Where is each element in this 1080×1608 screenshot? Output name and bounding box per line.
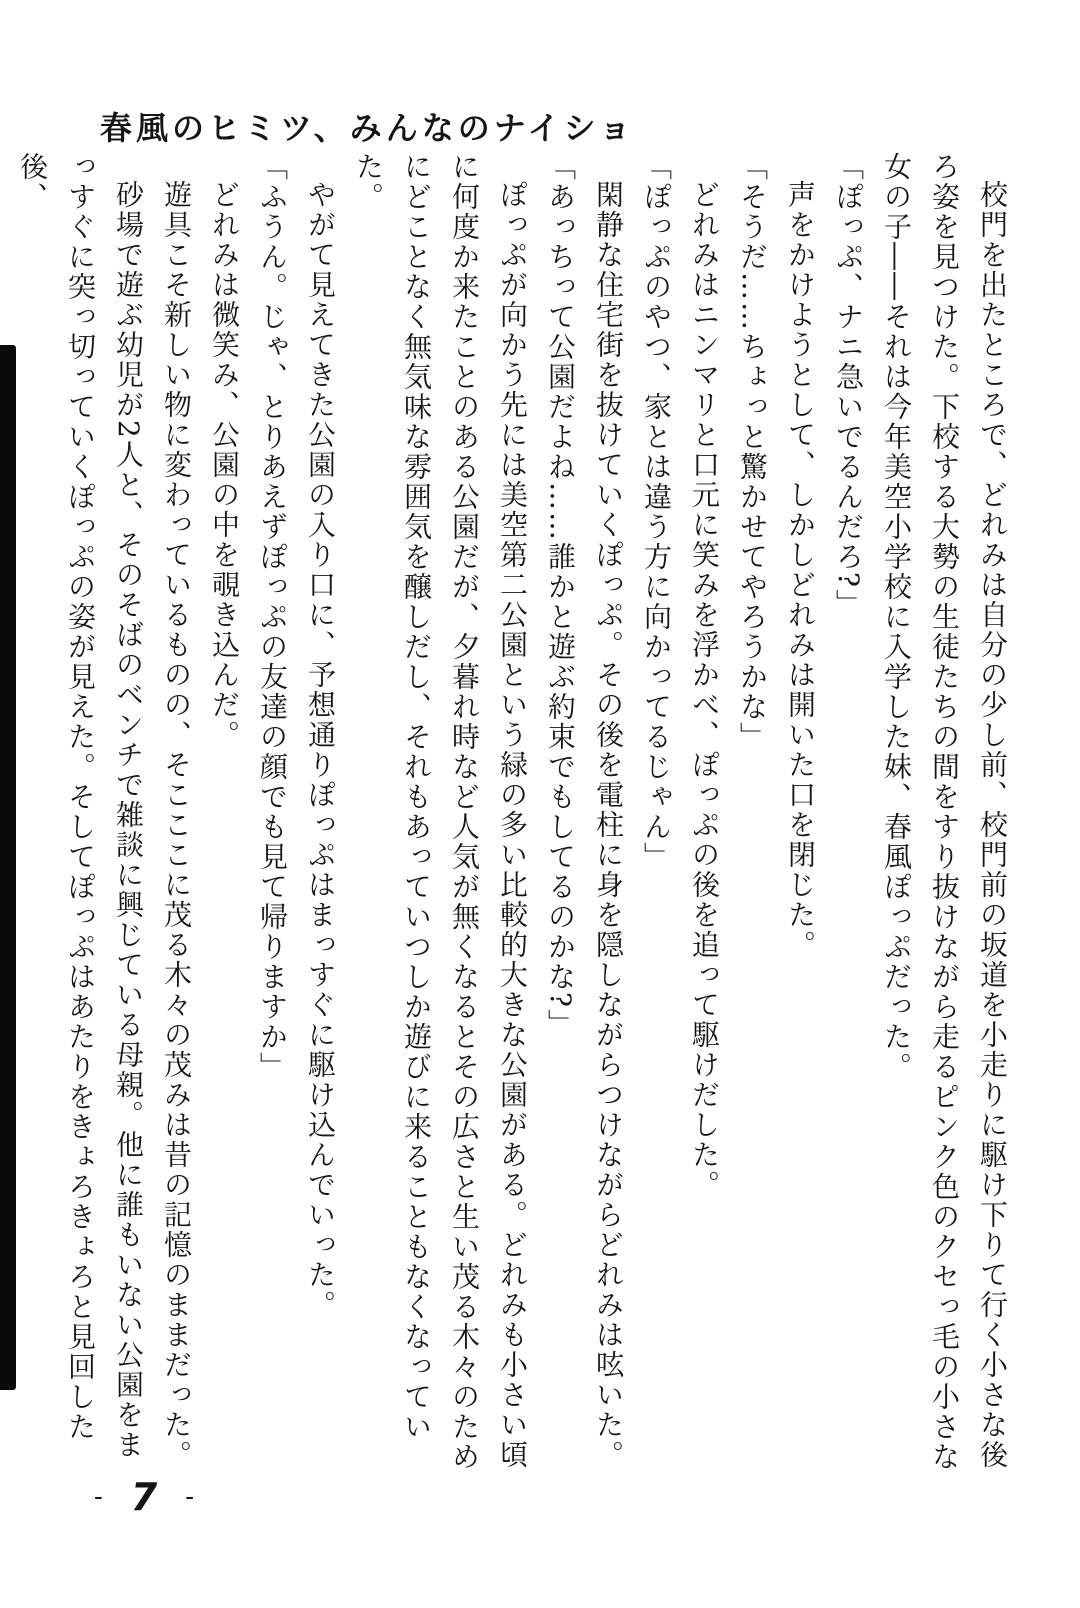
paragraph: 砂場で遊ぶ幼児が2人と、そのそばのベンチで雑談に興じている母親。他に誰もいない公園をまっすぐに突っ切っていくぽっぷの姿が見えた。そしてぽっぷはあたりをきょろきょろと見回した後、 <box>16 152 145 1460</box>
page-number <box>94 1475 194 1519</box>
page-number-value: 7 <box>130 1475 158 1519</box>
paragraph: どれみはニンマリと口元に笑みを浮かべ、ぽっぷの後を追って駆けだした。 <box>688 180 721 1200</box>
page-number-prefix-dash: - <box>94 1482 103 1512</box>
paragraph: ぽっぷが向かう先には美空第二公園という緑の多い比較的大きな公園がある。どれみも小さい頃に何度か来たことのある公園だが、夕暮れ時など人気が無くなるとその広さと生い茂る木々のためにどことなく無気味な雰囲気を醸しだし、それもあっていつしか遊びに来ることもなくなっていた。 <box>352 152 529 1472</box>
paragraph: やがて見えてきた公園の入り口に、予想通りぽっぷはまっすぐに駆け込んでいった。 <box>304 180 337 1320</box>
vertical-body-text <box>8 152 1016 1482</box>
paragraph: 遊具こそ新しい物に変わっているものの、そこここに茂る木々の茂みは昔の記憶のままだった。 <box>160 180 193 1470</box>
paragraph: 「ふうん。じゃ、とりあえずぽっぷの友達の顔でも見て帰りますか」 <box>256 152 289 1082</box>
page-title: 春風のヒミツ、みんなのナイショ <box>100 109 635 148</box>
paragraph: 「ぽっぷ、ナニ急いでるんだろ?」 <box>832 152 865 620</box>
paragraph: 校門を出たところで、どれみは自分の少し前、校門前の坂道を小走りに駆け下りて行く小さな後ろ姿を見つけた。下校する大勢の生徒たちの間をすり抜けながら走るピンク色のクセっ毛の小さな女の子――それは今年美空小学校に入学した妹、春風ぽっぷだった。 <box>880 152 1009 1472</box>
paragraph: 「そうだ……ちょっと驚かせてやろうかな」 <box>736 152 769 752</box>
paragraph: 「ぽっぷのやつ、家とは違う方に向かってるじゃん」 <box>640 152 673 872</box>
paragraph: 声をかけようとして、しかしどれみは開いた口を閉じた。 <box>784 180 817 960</box>
paragraph: 「あっちって公園だよね……誰かと遊ぶ約束でもしてるのかな?」 <box>544 152 577 1040</box>
page-number-suffix-dash: - <box>185 1482 194 1512</box>
paragraph: 閑静な住宅街を抜けていくぽっぷ。その後を電柱に身を隠しながらつけながらどれみは呟いた。 <box>592 180 625 1470</box>
paragraph: どれみは微笑み、公園の中を覗き込んだ。 <box>208 180 241 750</box>
